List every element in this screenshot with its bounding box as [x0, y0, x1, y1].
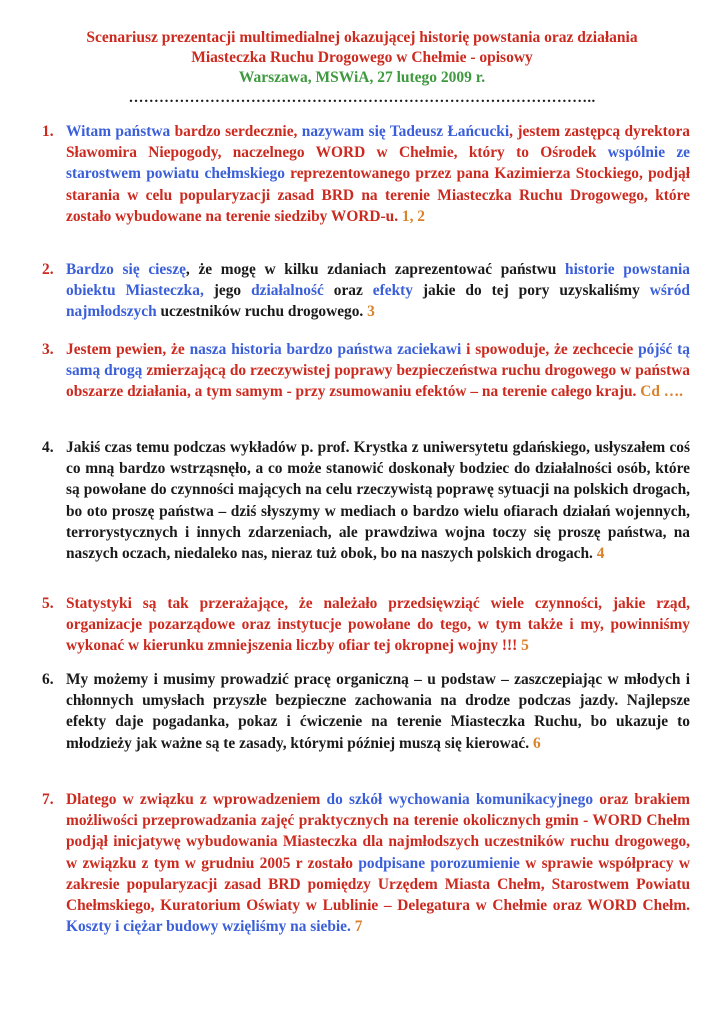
item-text [66, 339, 690, 403]
list-item-4 [42, 437, 690, 564]
text-segment: pójść tą samą drogą [66, 341, 691, 380]
list-item-5 [42, 593, 690, 657]
slide-reference: 6 [532, 734, 541, 752]
text-segment: wspólnie ze starostwem powiatu chełmskiego [66, 144, 691, 183]
text-segment: zmierzającą do rzeczywistej poprawy bezpieczeństwa ruchu drogowego w państwa obszarze działania, a tym samym - przy zsumowaniu efektów – na terenie całego kraju. [66, 362, 691, 401]
text-segment: działalność [251, 282, 324, 300]
item-number: 1. [42, 123, 54, 140]
text-segment: My możemy i musimy prowadzić pracę organiczną – u podstaw – zaszczepiając w młodych i chłonnych umysłach przyszłe bezpieczne zachowania na drodze podczas jazdy. Najlepsze efekty daje pogadanka, pokaz i ćwiczenie na terenie Miasteczka Ruchu, bo ukazuje to młodzieży jak ważne są te zasady, którymi później muszą się kierować. [66, 671, 690, 752]
text-segment: uczestników ruchu drogowego. [156, 303, 368, 321]
item-number: 4. [42, 439, 54, 456]
text-segment: oraz brakiem możliwości przeprowadzania zajęć praktycznych na terenie okolicznych gmin - WORD Chełm podjął inicjatywę wybudowania Miasteczka dla najmłodszych uczestników ruchu drogowego, w związku z tym w grudniu 2005 r zostało [66, 791, 691, 872]
text-segment: Witam państwa [66, 123, 175, 140]
list-item-2 [42, 259, 690, 323]
slide-reference: 1, 2 [401, 207, 425, 225]
item-text [66, 669, 690, 754]
item-text [66, 437, 690, 564]
item-number: 6. [42, 671, 54, 688]
subtitle: Warszawa, MSWiA, 27 lutego 2009 r. [238, 69, 486, 86]
text-segment: i spowoduje, że zechcecie [461, 341, 639, 358]
text-segment: , jestem zastępcą dyrektora Sławomira Niepogody, naczelnego WORD w Chełmie, który to Ośrodek [66, 123, 691, 162]
text-segment: Jestem pewien, że [66, 341, 190, 358]
text-segment: Statystyki są tak przerażające, że należało przedsięwziąć wiele czynności, jakie rząd, organizacje pozarządowe oraz instytucje powołane do tego, w tym także i my, powinniśmy wykonać w kierunku zmniejszenia liczby ofiar tej okropnej wojny !!! [66, 595, 690, 655]
item-number: 7. [42, 791, 54, 808]
item-text [66, 121, 690, 227]
text-segment: w sprawie współpracy w zakresie popularyzacji zasad BRD pomiędzy Urzędem Miasta Chełm, Starostwem Powiatu Chełmskiego, Kuratorium Oświaty w Lublinie – Delegatura w Chełmie oraz WORD Chełm. [66, 854, 691, 915]
text-segment: historie powstania obiektu Miasteczka, [66, 261, 690, 300]
text-segment: , że mogę w kilku zdaniach zaprezentować państwu [185, 261, 566, 278]
title-line-1: Scenariusz prezentacji multimedialnej okazującej historię powstania oraz działania [86, 29, 638, 46]
document-header [0, 28, 724, 108]
text-segment: wśród najmłodszych [66, 282, 690, 321]
text-segment: reprezentowanego przez pana Kazimierza Stockiego, podjął starania w celu popularyzacji zasad BRD na terenie Miasteczka Ruchu Drogowego, które zostało wybudowane na terenie siedziby WORD-u. [66, 165, 690, 225]
item-text [66, 259, 690, 323]
slide-reference: Cd …. [640, 383, 683, 401]
item-text [66, 593, 690, 657]
text-segment: podpisane porozumienie [358, 854, 520, 872]
slide-reference: 7 [350, 918, 363, 936]
slide-reference: 3 [367, 303, 375, 321]
slide-reference: 4 [596, 545, 605, 563]
item-text [66, 789, 690, 937]
text-segment: nasza historia bardzo państwa zaciekawi [189, 341, 462, 358]
text-segment: bardzo serdecznie, [174, 123, 302, 140]
text-segment: Bardzo się cieszę [66, 261, 186, 278]
list-item-3 [42, 339, 690, 403]
list-item-6 [42, 669, 690, 754]
item-number: 3. [42, 341, 54, 358]
text-segment: efekty [372, 282, 413, 300]
text-segment: Koszty i ciężar budowy wzięliśmy na siebie. [66, 918, 351, 936]
text-segment: jego [203, 282, 252, 300]
list-item-1 [42, 121, 690, 227]
item-number: 5. [42, 595, 54, 612]
slide-reference: 5 [521, 637, 529, 655]
text-segment: oraz [323, 282, 373, 300]
title-line-2: Miasteczka Ruchu Drogowego w Chełmie - opisowy [191, 49, 533, 66]
item-number: 2. [42, 261, 54, 278]
text-segment: do szkół wychowania komunikacyjnego [326, 791, 594, 808]
dotted-separator: ……………………………………………………………………………….. [128, 90, 596, 106]
text-segment: Dlatego w związku z wprowadzeniem [66, 791, 327, 808]
text-segment: Jakiś czas temu podczas wykładów p. prof. Krystka z uniwersytetu gdańskiego, usłyszałem coś co mną bardzo wstrząsnęło, a co może stanowić doskonały bodziec do działalności osób, które są powołane do czynności mających na celu rzeczywistą poprawę sytuacji na polskich drogach, bo oto proszę państwa – dziś słyszymy w mediach o bardzo wielu ofiarach działań wojennych, terrorystycznych i innych zdarzeniach, ale prawdziwa wojna toczy się proszę państwa, na naszych oczach, niedaleko nas, nieraz tuż obok, bo na naszych polskich drogach. [66, 439, 690, 563]
text-segment: nazywam się Tadeusz Łańcucki [301, 123, 510, 140]
text-segment: jakie do tej pory uzyskaliśmy [412, 282, 650, 300]
list-item-7 [42, 789, 690, 937]
